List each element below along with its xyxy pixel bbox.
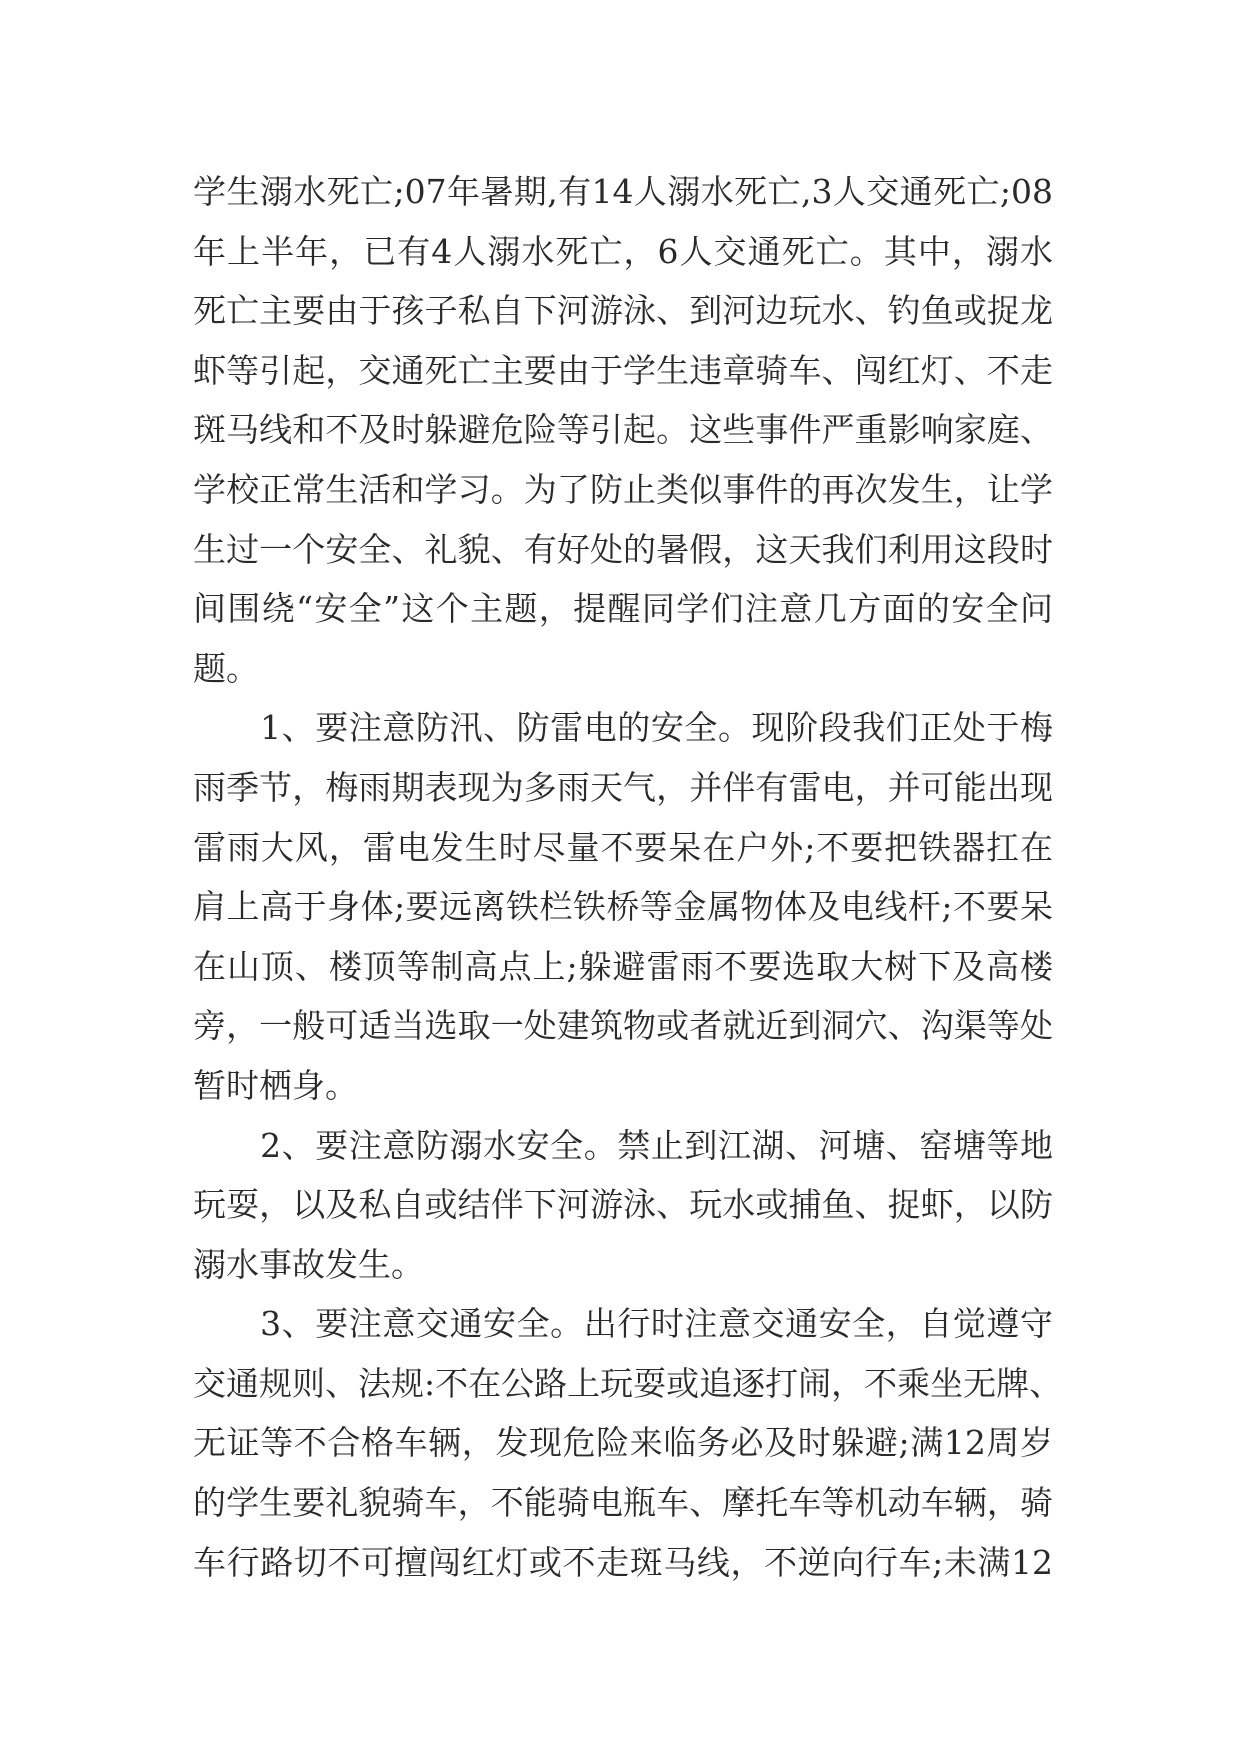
text-line: 学生溺水死亡;07年暑期,有14人溺水死亡,3人交通死亡;08 bbox=[193, 172, 1053, 211]
text-line: 年上半年，已有4人溺水死亡，6人交通死亡。其中，溺水 bbox=[193, 231, 1053, 271]
text-line: 暂时栖身。 bbox=[193, 1065, 358, 1105]
text-line: 雷雨大风，雷电发生时尽量不要呆在户外;不要把铁器扛在 bbox=[193, 827, 1053, 867]
text-line: 2、要注意防溺水安全。禁止到江湖、河塘、窑塘等地 bbox=[193, 1125, 1053, 1165]
text-line: 在山顶、楼顶等制高点上;躲避雷雨不要选取大树下及高楼 bbox=[193, 946, 1053, 986]
text-line: 学校正常生活和学习。为了防止类似事件的再次发生，让学 bbox=[193, 469, 1053, 509]
text-line: 生过一个安全、礼貌、有好处的暑假，这天我们利用这段时 bbox=[193, 529, 1053, 569]
text-line: 溺水事故发生。 bbox=[193, 1244, 424, 1284]
text-line: 虾等引起，交通死亡主要由于学生违章骑车、闯红灯、不走 bbox=[193, 350, 1053, 390]
text-line: 无证等不合格车辆，发现危险来临务必及时躲避;满12周岁 bbox=[193, 1423, 1053, 1463]
text-line: 死亡主要由于孩子私自下河游泳、到河边玩水、钓鱼或捉龙 bbox=[193, 291, 1053, 331]
text-line: 1、要注意防汛、防雷电的安全。现阶段我们正处于梅 bbox=[193, 708, 1053, 748]
text-line: 的学生要礼貌骑车，不能骑电瓶车、摩托车等机动车辆，骑 bbox=[193, 1483, 1053, 1523]
text-line: 雨季节，梅雨期表现为多雨天气，并伴有雷电，并可能出现 bbox=[193, 767, 1053, 807]
body-text bbox=[193, 162, 1063, 1592]
text-line: 肩上高于身体;要远离铁栏铁桥等金属物体及电线杆;不要呆 bbox=[193, 887, 1053, 927]
text-line: 3、要注意交通安全。出行时注意交通安全，自觉遵守 bbox=[193, 1304, 1053, 1344]
text-line: 玩耍，以及私自或结伴下河游泳、玩水或捕鱼、捉虾，以防 bbox=[193, 1185, 1053, 1225]
text-line: 题。 bbox=[193, 648, 259, 688]
text-line: 间围绕“安全”这个主题，提醒同学们注意几方面的安全问 bbox=[193, 589, 1053, 629]
text-line: 车行路切不可擅闯红灯或不走斑马线，不逆向行车;未满12 bbox=[193, 1542, 1053, 1582]
text-line: 交通规则、法规:不在公路上玩耍或追逐打闹，不乘坐无牌、 bbox=[193, 1363, 1063, 1403]
text-line: 旁，一般可适当选取一处建筑物或者就近到洞穴、沟渠等处 bbox=[193, 1006, 1053, 1046]
text-line: 斑马线和不及时躲避危险等引起。这些事件严重影响家庭、 bbox=[193, 410, 1053, 450]
